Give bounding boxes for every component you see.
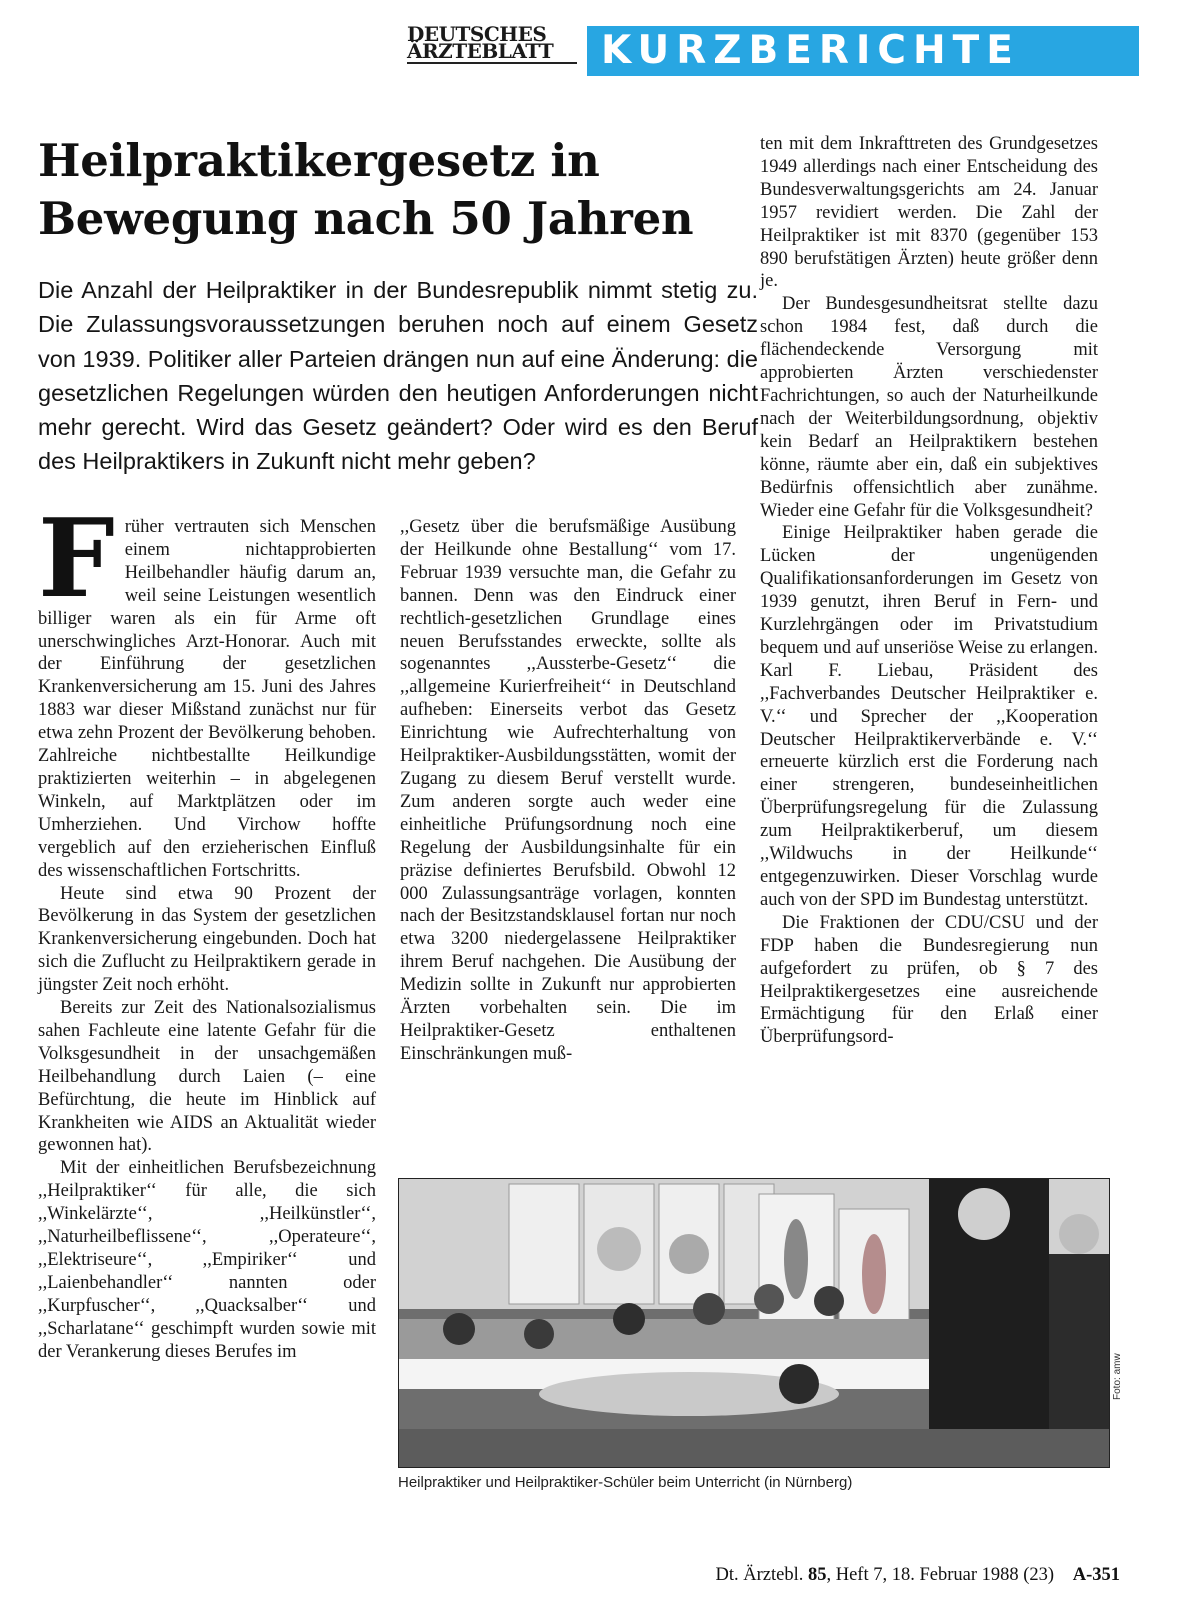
journal-name-line1: DEUTSCHES	[407, 22, 547, 46]
paragraph: Der Bundesgesundheitsrat stellte dazu schon 1984 fest, daß durch die flächendeckende Versorgung mit approbierten Ärzten verschiedenster Fachrichtungen, so auch der Naturheilkunde nach der Weiterbildungsordnung, objektiv kein Bedarf an Heilpraktikern bestehen könne, räumte aber ein, daß ein subjektives Bedürfnis offensichtlich aber zunähme. Wieder eine Gefahr für die Volksgesundheit?	[760, 294, 1098, 521]
classroom-photo	[398, 1178, 1110, 1468]
article-lead: Die Anzahl der Heilpraktiker in der Bundesrepublik nimmt stetig zu. Die Zulassungsvoraussetzungen beruhen noch auf einem Gesetz von 1939. Politiker aller Parteien drängen nun auf eine Änderung: die gesetzlichen Regelungen würden den heutigen Anforderungen nicht mehr gerecht. Wird das Gesetz geändert? Oder wird es den Beruf des Heilpraktikers in Zukunft nicht mehr geben?	[38, 277, 758, 475]
section-banner: KURZBERICHTE	[587, 26, 1139, 76]
text-column-2	[400, 516, 736, 1066]
journal-name-line2: ÄRZTEBLATT	[407, 43, 577, 64]
paragraph: Die Fraktionen der CDU/CSU und der FDP haben die Bundesregierung nun aufgefordert zu prüfen, ob § 7 des Heilpraktikergesetzes eine ausreichende Ermächtigung für den Erlaß einer Überprüfungsord-	[760, 912, 1098, 1048]
photo-illustration	[399, 1179, 1110, 1468]
journal-logo	[407, 22, 577, 76]
photo-caption: Heilpraktiker und Heilpraktiker-Schüler beim Unterricht (in Nürnberg)	[398, 1474, 853, 1491]
drop-cap: F	[38, 496, 115, 622]
photo-credit: Foto: amw	[1112, 1353, 1123, 1400]
footer-volume: 85	[807, 1565, 827, 1585]
page-number: A-351	[1072, 1565, 1120, 1585]
article-headline	[38, 132, 758, 248]
paragraph	[38, 496, 376, 883]
headline-line1: Heilpraktikergesetz in	[38, 134, 600, 187]
paragraph: Einige Heilpraktiker haben gerade die Lücken der ungenügenden Qualifikationsanforderungen im Gesetz von 1939 genutzt, ihren Beruf in Fern- und Kurzlehrgängen oder im Privatstudium bequem und auf unseriöse Weise zu erlangen. Karl F. Liebau, Präsident des ,,Fachverbandes Deutscher Heilpraktiker e. V.‘‘ und Sprecher der ,,Kooperation Deutscher Heilpraktikerverbände e. V.‘‘ erneuerte kürzlich erst die Forderung nach einer strengeren, bundeseinheitlichen Überprüfungsregelung für die Zulassung zum Heilpraktikerberuf, um diesem ,,Wildwuchs in der Heilkunde‘‘ entgegenzuwirken. Dieser Vorschlag wurde auch von der SPD im Bundestag unterstützt.	[760, 523, 1098, 910]
text-column-3	[760, 133, 1098, 1049]
paragraph: ,,Gesetz über die berufsmäßige Ausübung der Heilkunde ohne Bestallung‘‘ vom 17. Februar 1939 versuchte man, die Gefahr zu bannen. Denn was den Eindruck einer rechtlich-gesetzlichen Grundlage eines neuen Berufsstandes erweckte, sollte als sogenanntes ,,Aussterbe-Gesetz‘‘ die ,,allgemeine Kurierfreiheit‘‘ in Deutschland aufheben: Einerseits verbot das Gesetz Einrichtung wie Aufrechterhaltung von Heilpraktiker-Ausbildungsstätten, womit der Zugang zu diesem Beruf verstellt wurde. Zum anderen sorgte auch weder eine einheitliche Prüfungsordnung noch eine Regelung der Ausbildungsinhalte für ein präzise definiertes Berufsbild. Obwohl 12 000 Zulassungsanträge vorlagen, konnten nach der Besitzstandsklausel fortan nur noch etwa 3200 niedergelassene Heilpraktiker ihrem Beruf nachgehen. Die Ausübung der Medizin sollte in Zukunft nur approbierten Ärzten vorbehalten sein. Die im Heilpraktiker-Gesetz enthaltenen Einschränkungen muß-	[400, 517, 736, 1064]
headline-line2: Bewegung nach 50 Jahren	[38, 192, 694, 245]
footer-journal: Dt. Ärztebl.	[715, 1565, 804, 1585]
footer-issue: , Heft 7, 18. Februar 1988 (23)	[826, 1565, 1055, 1585]
masthead	[407, 22, 1147, 81]
paragraph: Bereits zur Zeit des Nationalsozialismus sahen Fachleute eine latente Gefahr für die Volksgesundheit in der unsachgemäßen Heilbehandlung durch Laien (– eine Befürchtung, die heute im Hinblick auf Krankheiten wie AIDS an Aktualität wieder gewonnen hat).	[38, 998, 376, 1156]
paragraph: Mit der einheitlichen Berufsbezeichnung ,,Heilpraktiker‘‘ für alle, die sich ,,Winkelärzte‘‘, ,,Heilkünstler‘‘, ,,Naturheilbeflissene‘‘, ,,Operateure‘‘, ,,Elektriseure‘‘, ,,Empiriker‘‘ und ,,Laienbehandler‘‘ nannten oder ,,Kurpfuscher‘‘, ,,Quacksalber‘‘ und ,,Scharlatane‘‘ geschimpft wurden sowie mit der Verankerung dieses Berufes im	[38, 1158, 376, 1362]
page-footer	[600, 1565, 1120, 1586]
paragraph-text: rüher vertrauten sich Menschen einem nichtapprobierten Heilbehandler häufig darum an, weil seine Leistungen wesentlich billiger waren als ein für Arme oft unerschwingliches Arzt-Honorar. Auch mit der Einführung der gesetzlichen Krankenversicherung am 15. Juni des Jahres 1883 war dieser Mißstand zunächst nur für etwa zehn Prozent der Bevölkerung behoben. Zahlreiche nichtbestallte Heilkundige praktizierten weiterhin – in abgelegenen Winkeln, auf Marktplätzen oder im Umherziehen. Und Virchow hoffte vergeblich auf den erzieherischen Einfluß des wissenschaftlichen Fortschritts.	[38, 517, 376, 881]
paragraph: ten mit dem Inkrafttreten des Grundgesetzes 1949 allerdings nach einer Entscheidung des Bundesverwaltungsgerichts am 24. Januar 1957 revidiert werden. Die Zahl der Heilpraktiker ist mit 8370 (gegenüber 153 890 berufstätigen Ärzten) heute größer denn je.	[760, 134, 1098, 292]
paragraph: Heute sind etwa 90 Prozent der Bevölkerung in das System der gesetzlichen Krankenversicherung eingebunden. Doch hat sich die Zuflucht zu Heilpraktikern gerade in jüngster Zeit noch erhöht.	[38, 883, 376, 996]
text-column-1	[38, 496, 376, 1364]
